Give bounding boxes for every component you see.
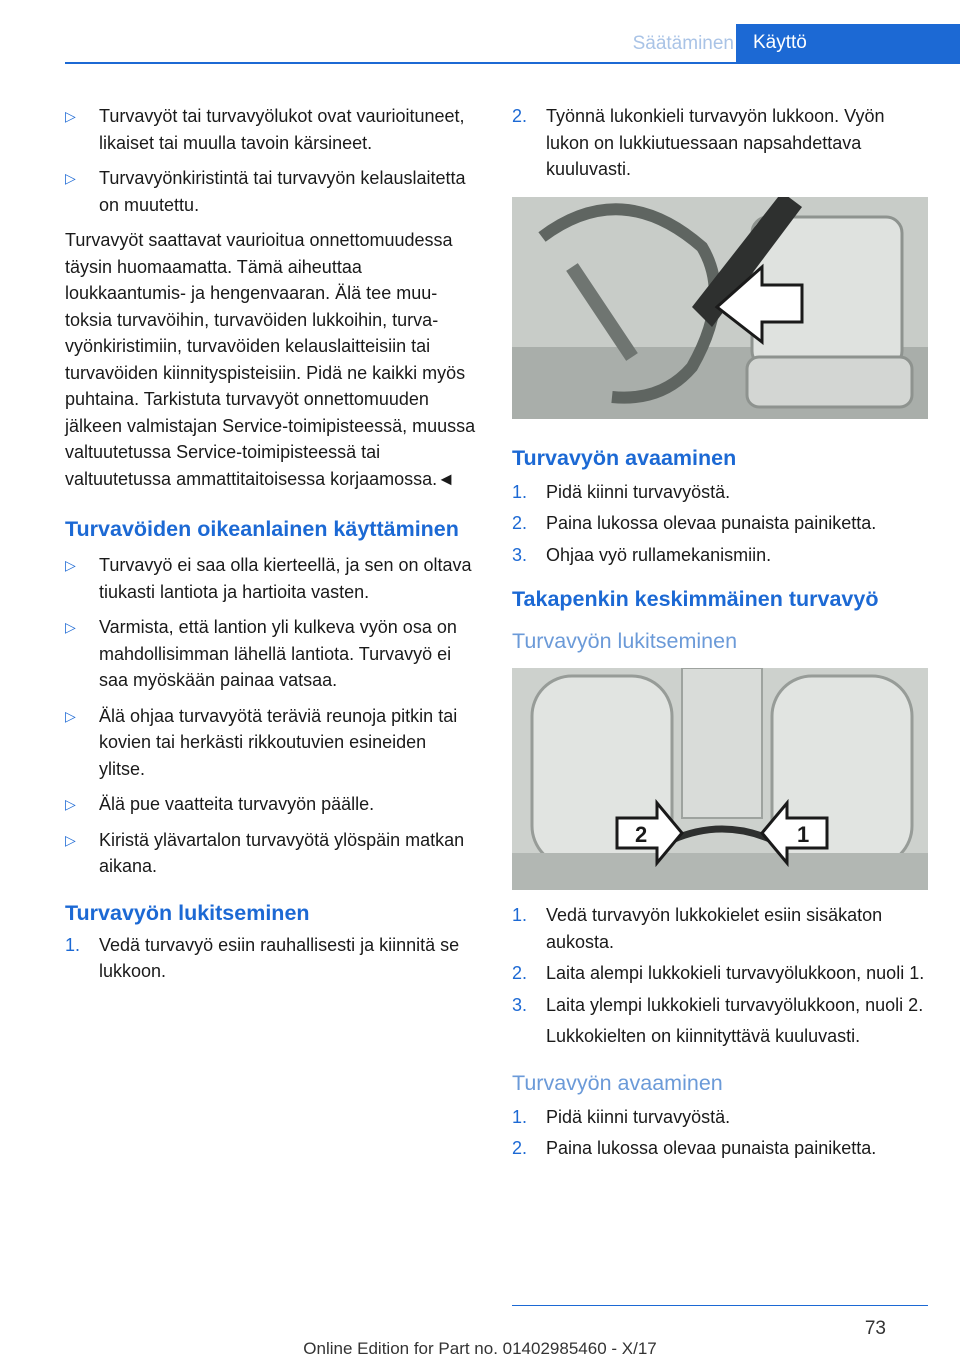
- list-item: 2. Paina lukossa olevaa punaista painiketta.: [512, 1138, 877, 1158]
- right-column: [512, 103, 928, 1167]
- list-item: 2. Työnnä lukonkieli turvavyön lukkoon. Vyön lukon on lukkiutuessaan napsahdettava kuuluvasti.: [512, 106, 885, 179]
- heading-rear-release: Turvavyön avaaminen: [512, 1070, 723, 1095]
- list-item: ▷ Turvavyö ei saa olla kierteellä, ja sen on oltava tiukasti lantiota ja hartioita vasten.: [65, 552, 477, 605]
- triangle-bullet-icon: ▷: [65, 831, 76, 848]
- list-item: ▷ Turvavyönkiristintä tai turvavyön kelauslaitetta on muutettu.: [65, 165, 477, 218]
- heading-correct-use: Turvavöiden oikeanlainen käyttäminen: [65, 517, 459, 541]
- list-item: 2. Laita alempi lukkokieli turvavyölukkoon, nuoli 1.: [512, 963, 925, 983]
- triangle-bullet-icon: ▷: [65, 170, 76, 186]
- heading-rear-locking: Turvavyön lukitseminen: [512, 629, 738, 653]
- page-number: 73: [864, 1318, 886, 1339]
- list-item: 1. Pidä kiinni turvavyöstä.: [512, 481, 731, 502]
- list-note: Lukkokielten on kiinnityttävä kuuluvasti.: [546, 1026, 861, 1046]
- list-item: 2. Paina lukossa olevaa punaista painiketta.: [512, 513, 877, 533]
- triangle-bullet-icon: ▷: [65, 108, 76, 124]
- list-item: ▷ Kiristä ylävartalon turvavyötä ylöspäin matkan aikana.: [65, 827, 477, 880]
- list-item: 1. Pidä kiinni turvavyöstä.: [512, 1106, 731, 1127]
- list-item: 3. Ohjaa vyö rullamekanismiin.: [512, 544, 772, 565]
- triangle-bullet-icon: ▷: [65, 707, 76, 724]
- heading-rear-center-belt: Takapenkin keskimmäinen turvavyö: [512, 587, 879, 611]
- list-item: 1. Vedä turvavyön lukkokielet esiin sisäkaton aukosta.: [512, 905, 883, 952]
- edition-footer: Online Edition for Part no. 01402985460 - X/17: [303, 1339, 657, 1358]
- warning-paragraph: Turvavyöt saattavat vaurioitua onnettomuudessa täysin huomaamatta. Tämä aiheuttaa loukkaantumis- ja hengenvaaran. Älä tee muutoksia turvavöihin, turvavöiden lukkoihin, turvavyönkiristimiin, turvavöiden kelauslaitteisiin tai turvavöiden kiinnityspisteisiin. Pidä ne kaikki myös puhtaina. Tarkistuta turvavyöt onnettomuuden jälkeen valmistajan Service-toimipisteessä, muussa valtuutetussa Service-toimipisteessä tai valtuutetussa ammattitaitoisessa korjaamossa.◄: [65, 230, 476, 489]
- footer-rule: [512, 1305, 928, 1306]
- list-item: 3. Laita ylempi lukkokieli turvavyölukkoon, nuoli 2.: [512, 994, 924, 1015]
- triangle-bullet-icon: ▷: [65, 557, 76, 573]
- list-item: ▷ Älä pue vaatteita turvavyön päälle.: [65, 791, 477, 818]
- header-section: Säätäminen: [632, 33, 734, 54]
- header-tab: Käyttö: [736, 24, 960, 62]
- triangle-bullet-icon: ▷: [65, 619, 76, 635]
- figure-front-seat-belt: [512, 197, 928, 419]
- figure-rear-center-belt: [512, 668, 928, 890]
- page-header: [65, 24, 960, 64]
- triangle-bullet-icon: ▷: [65, 796, 76, 812]
- heading-locking: Turvavyön lukitseminen: [65, 900, 310, 925]
- heading-release: Turvavyön avaaminen: [512, 445, 737, 470]
- left-column: [65, 103, 477, 990]
- arrow-label-2: 2: [635, 822, 648, 847]
- arrow-label-1: 1: [797, 822, 810, 847]
- list-item: 1. Vedä turvavyö esiin rauhallisesti ja kiinnitä se lukkoon.: [65, 934, 460, 981]
- list-item: ▷ Turvavyöt tai turvavyölukot ovat vaurioituneet, likaiset tai muulla tavoin kärsineet.: [65, 103, 477, 156]
- list-item: ▷ Varmista, että lantion yli kulkeva vyön osa on mahdollisimman lähellä lantiota. Turvavyö ei saa myöskään painaa vatsaa.: [65, 614, 477, 694]
- list-item: ▷ Älä ohjaa turvavyötä teräviä reunoja pitkin tai kovien tai herkästi rikkoutuvien esineiden ylitse.: [65, 703, 477, 783]
